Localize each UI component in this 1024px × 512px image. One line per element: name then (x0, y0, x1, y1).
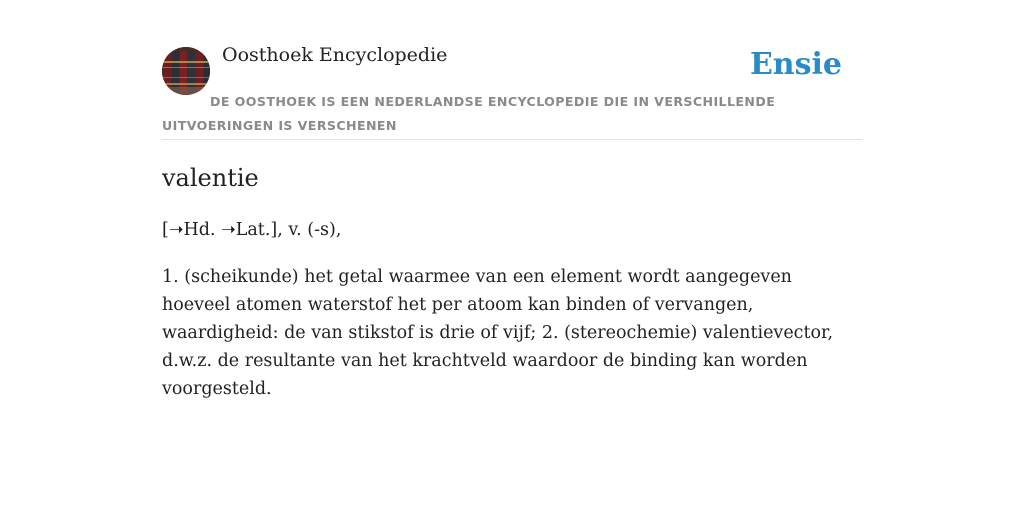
page-header (162, 0, 862, 140)
entry-etymology: [➝Hd. ➝Lat.], v. (-s), (162, 220, 342, 240)
entry-title: valentie (162, 164, 259, 192)
site-title[interactable]: Oosthoek Encyclopedie (222, 44, 448, 66)
encyclopedia-books-icon[interactable] (162, 47, 210, 95)
site-tagline: DE OOSTHOEK IS EEN NEDERLANDSE ENCYCLOPEDIE DIE IN VERSCHILLENDE UITVOERINGEN IS VERSCHENEN (162, 94, 776, 133)
entry-definition: 1. (scheikunde) het getal waarmee van een element wordt aangegeven hoeveel atomen waterstof het per atoom kan binden of vervangen, waardigheid: de van stikstof is drie of vijf; 2. (stereochemie) valentievector, d.w.z. de resultante van het krachtveld waardoor de binding kan worden voorgesteld. (162, 267, 834, 399)
brand-logo-link[interactable]: Ensie (749, 47, 842, 82)
page-container (162, 0, 862, 399)
